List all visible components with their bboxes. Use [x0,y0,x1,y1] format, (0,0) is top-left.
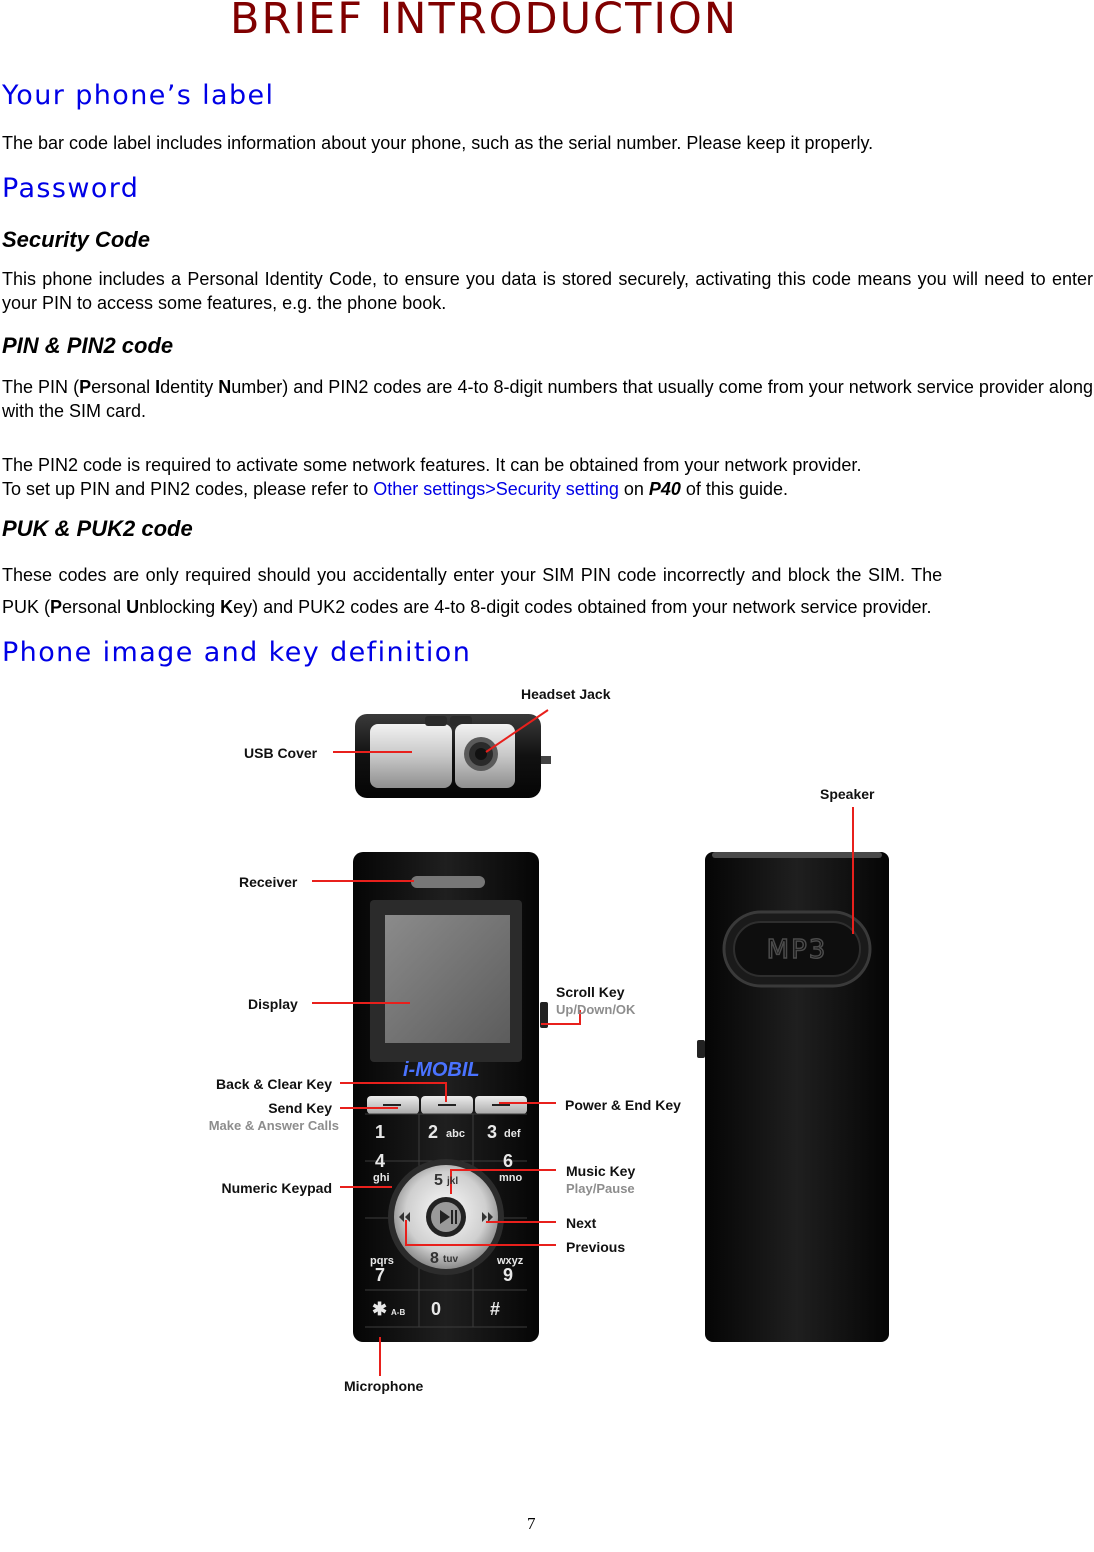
phone-key-diagram [0,672,1094,1412]
key-6: 6 [503,1151,514,1171]
label-previous: Previous [566,1239,626,1255]
label-music-key: Music Key [566,1163,636,1179]
label-numeric-keypad: Numeric Keypad [221,1180,332,1196]
page-number: 7 [527,1514,536,1533]
subheading-pin-code: PIN & PIN2 code [2,333,174,358]
svg-text:MP3: MP3 [766,935,828,965]
key-3-letters: def [504,1128,521,1140]
label-send-key: Send Key [268,1100,332,1116]
key-8: 8 [430,1250,439,1267]
label-headset-jack: Headset Jack [521,686,611,702]
key-7: 7 [375,1265,386,1285]
key-4-letters: ghi [373,1172,390,1184]
key-0: 0 [431,1299,442,1319]
key-9-letters: wxyz [497,1255,524,1267]
key-6-letters: mno [499,1172,523,1184]
key-3: 3 [487,1122,498,1142]
section-heading-label: Your phone’s label [2,80,275,111]
back-mp3-logo [767,935,828,965]
label-power-end-key: Power & End Key [565,1097,681,1113]
security-setting-link[interactable]: Other settings>Security setting [373,479,619,499]
label-send-key-sub: Make & Answer Calls [208,1118,339,1133]
key-4: 4 [375,1151,386,1171]
section-heading-phone-image: Phone image and key definition [2,637,472,668]
phone-brand-logo [403,1059,480,1081]
phone-back-view [697,852,889,1342]
subheading-puk-code: PUK & PUK2 code [2,516,193,541]
pin2-paragraph: The PIN2 code is required to activate some network features. It can be obtained from your network provider. [2,455,862,475]
key-9: 9 [503,1265,514,1285]
key-7-letters: pqrs [370,1255,394,1267]
label-usb-cover: USB Cover [244,745,318,761]
label-music-key-sub: Play/Pause [566,1181,635,1196]
key-5-letters: jkl [447,1176,459,1187]
label-scroll-key: Scroll Key [556,984,625,1000]
page-title: BRIEF INTRODUCTION [230,0,739,44]
label-scroll-key-sub: Up/Down/OK [556,1002,636,1017]
key-2: 2 [428,1122,439,1142]
key-star: ✱ [372,1299,388,1319]
key-1: 1 [375,1122,386,1142]
pin-paragraph: The PIN (Personal Identity Number) and PIN2 codes are 4-to 8-digit numbers that usually come from your network service provider along with the SIM card. [2,377,1093,421]
section-heading-password: Password [2,173,140,204]
label-next: Next [566,1215,597,1231]
key-2-letters: abc [446,1128,465,1140]
key-hash: # [490,1299,501,1319]
label-receiver: Receiver [239,874,298,890]
key-5: 5 [434,1172,443,1189]
svg-text:i-MOBIL: i-MOBIL [403,1059,480,1081]
phone-illustration [0,672,1094,1412]
puk-paragraph-line2: PUK (Personal Unblocking Key) and PUK2 codes are 4-to 8-digit codes obtained from your network service provider. [2,597,932,617]
label-speaker: Speaker [820,786,875,802]
label-paragraph: The bar code label includes information about your phone, such as the serial number. Please keep it properly. [2,133,874,153]
subheading-security-code: Security Code [2,227,150,252]
key-star-letters: A-B [391,1308,406,1317]
phone-top-view [355,714,551,798]
security-code-paragraph: This phone includes a Personal Identity Code, to ensure you data is stored securely, activating this code means you will need to enter your PIN to access some features, e.g. the phone book. [2,269,1093,313]
label-microphone: Microphone [344,1378,424,1394]
key-8-letters: tuv [443,1254,458,1265]
label-display: Display [248,996,298,1012]
pin-setup-paragraph: To set up PIN and PIN2 codes, please refer to Other settings>Security setting on P40 of this guide. [2,479,788,499]
label-back-clear-key: Back & Clear Key [216,1076,332,1092]
puk-paragraph-line1: These codes are only required should you accidentally enter your SIM PIN code incorrectly and block the SIM. The [2,565,943,585]
